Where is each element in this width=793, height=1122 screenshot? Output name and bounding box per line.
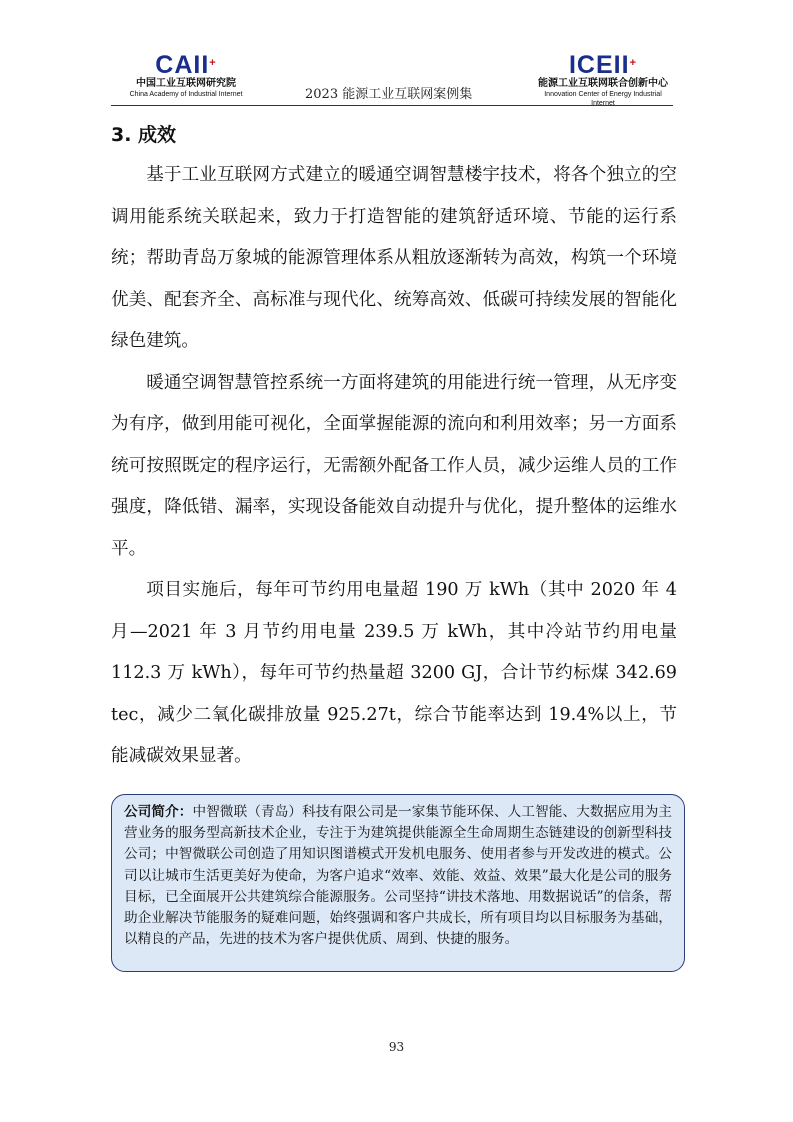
iceii-logo-mark: ICEII <box>568 51 630 79</box>
iceii-logo-name-en: Innovation Center of Energy Industrial Internet <box>544 91 662 107</box>
company-intro-label: 公司简介： <box>124 804 193 820</box>
paragraph-savings: 项目实施后，每年可节约用电量超 190 万 kWh（其中 2020 年 4 月—2021 年 3 月节约用电量 239.5 万 kWh，其中冷站节约用电量 112.3 万 kWh），每年可节约热量超 3200 GJ，合计节约标煤 342.69 tec，减少二氧化碳排放量 925.27t，综合节能率达到 19.4%以上，节能减碳效果显著。 <box>111 580 677 766</box>
caii-logo <box>111 52 261 99</box>
iceii-logo-plus: + <box>629 57 637 69</box>
header-title: 2023 能源工业互联网案例集 <box>305 87 473 102</box>
paragraph-control-system: 暖通空调智慧管控系统一方面将建筑的用能进行统一管理，从无序变为有序，做到用能可视化，全面掌握能源的流向和利用效率；另一方面系统可按照既定的程序运行，无需额外配备工作人员，减少运维人员的工作强度，降低错、漏率，实现设备能效自动提升与优化，提升整体的运维水平。 <box>111 372 677 559</box>
caii-logo-plus: + <box>209 57 217 69</box>
page-header <box>111 50 673 106</box>
caii-logo-name-en: China Academy of Industrial Internet <box>129 91 243 98</box>
header-rule <box>111 105 673 106</box>
paragraph-achievement: 基于工业互联网方式建立的暖通空调智慧楼宇技术，将各个独立的空调用能系统关联起来，致力于打造智能的建筑舒适环境、节能的运行系统；帮助青岛万象城的能源管理体系从粗放逐渐转为高效，构筑一个环境优美、配套齐全、高标准与现代化、统筹高效、低碳可持续发展的智能化绿色建筑。 <box>111 165 677 351</box>
iceii-logo <box>533 52 673 108</box>
company-intro-body: 中智微联（青岛）科技有限公司是一家集节能环保、人工智能、大数据应用为主营业务的服务型高新技术企业，专注于为建筑提供能源全生命周期生态链建设的创新型科技公司；中智微联公司创造了用知识图谱模式开发机电服务、使用者参与开发改进的模式。公司以让城市生活更美好为使命，为客户追求“效率、效能、效益、效果”最大化是公司的服务目标，已全面展开公共建筑综合能源服务。公司坚持“讲技术落地、用数据说话”的信条，帮助企业解决节能服务的疑难问题，始终强调和客户共成长，所有项目均以目标服务为基础，以精良的产品，先进的技术为客户提供优质、周到、快捷的服务。 <box>124 804 672 948</box>
page-number: 93 <box>388 1040 405 1054</box>
company-intro-text <box>124 802 672 950</box>
company-intro-box <box>111 794 685 972</box>
section-title: 3. 成效 <box>111 124 177 146</box>
iceii-logo-name-cn: 能源工业互联网联合创新中心 <box>538 78 668 89</box>
caii-logo-name-cn: 中国工业互联网研究院 <box>136 78 236 89</box>
caii-logo-mark: CAII <box>155 51 210 79</box>
body-text <box>111 155 677 778</box>
